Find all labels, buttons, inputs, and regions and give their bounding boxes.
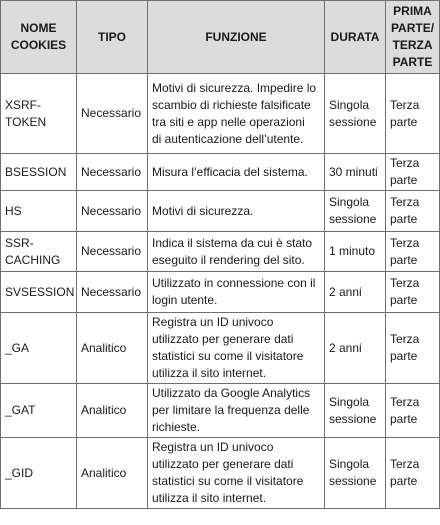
cell-funzione [148, 154, 325, 191]
cell-parte [386, 232, 440, 272]
cell-text: Terza [390, 97, 420, 112]
cell-nome [1, 384, 77, 438]
cell-text: per limitare la frequenza delle [152, 403, 310, 417]
cell-text: Motivi di sicurezza. [152, 203, 254, 218]
cell-parte [386, 191, 440, 232]
cell-text: Terza [390, 276, 420, 290]
cell-text: parte [390, 252, 418, 267]
table-row [1, 384, 440, 438]
cell-funzione [148, 438, 325, 509]
header-text: FUNZIONE [205, 29, 267, 44]
cell-text: utilizzato per generare dati [152, 457, 294, 471]
cell-text: parte [390, 212, 418, 226]
cell-text: Singola [329, 457, 370, 471]
cell-text: statistici su come il visitatore [152, 474, 304, 488]
cell-text: _GA [5, 340, 30, 355]
cell-text: Necessario [81, 164, 142, 179]
cell-text: scambio di richieste falsificate [152, 97, 311, 112]
cell-text: Analitico [81, 403, 127, 417]
cell-tipo [77, 74, 148, 154]
cell-text: login utente. [152, 293, 218, 307]
cell-text: parte [390, 349, 418, 363]
cell-text: Registra un ID univoco [152, 440, 274, 454]
cell-parte [386, 384, 440, 438]
cell-text: _GID [5, 465, 34, 480]
cell-text: Terza [390, 457, 420, 471]
cell-text: statistici su come il visitatore [152, 349, 304, 363]
table-row [1, 191, 440, 232]
cell-tipo [77, 313, 148, 384]
cell-text: sessione [329, 411, 377, 426]
cell-nome [1, 232, 77, 272]
cell-durata [325, 438, 386, 509]
cell-text: parte [390, 173, 418, 187]
cell-text: utilizzato per generare dati [152, 332, 294, 346]
cell-text: sessione [329, 114, 377, 129]
cell-text: Terza [390, 235, 420, 250]
cell-tipo [77, 154, 148, 191]
cell-durata [325, 384, 386, 438]
cell-tipo [77, 232, 148, 272]
cell-text: Utilizzato in connessione con il [152, 276, 316, 290]
header-durata [325, 1, 386, 74]
cell-text: parte [390, 293, 418, 307]
cell-funzione [148, 272, 325, 313]
cell-text: Singola [329, 97, 370, 112]
cell-text: 30 minuti [329, 164, 378, 179]
cell-text: 2 anni [329, 284, 362, 299]
cell-funzione [148, 191, 325, 232]
header-row [1, 1, 440, 74]
cell-text: Necessario [81, 244, 142, 258]
cell-text: Necessario [81, 203, 142, 218]
cell-text: TOKEN [5, 114, 47, 129]
cell-durata [325, 232, 386, 272]
cell-text: Motivi di sicurezza. Impedire lo [152, 80, 317, 95]
table-row [1, 232, 440, 272]
cell-tipo [77, 384, 148, 438]
header-text: PARTE [392, 55, 433, 69]
cell-text: BSESSION [5, 164, 67, 179]
table-row [1, 313, 440, 384]
cell-text: Terza [390, 332, 420, 346]
cell-text: Analitico [81, 465, 127, 480]
cell-nome [1, 313, 77, 384]
header-nome-cookies [1, 1, 77, 74]
cell-nome [1, 154, 77, 191]
cell-parte [386, 272, 440, 313]
cell-text: Misura l’efficacia del sistema. [152, 164, 308, 179]
table-row [1, 272, 440, 313]
cell-durata [325, 272, 386, 313]
cell-text: richieste. [152, 420, 201, 434]
cell-text: Singola [329, 195, 370, 209]
cell-durata [325, 313, 386, 384]
cell-text: di autenticazione dell’utente. [152, 131, 304, 146]
cell-text: Utilizzato da Google Analytics [152, 386, 311, 400]
cell-tipo [77, 272, 148, 313]
cell-text: Analitico [81, 340, 127, 355]
header-text: PARTE/ [390, 21, 435, 35]
cell-parte [386, 154, 440, 191]
cell-nome [1, 438, 77, 509]
cell-text: CACHING [5, 252, 61, 267]
cell-text: sessione [329, 212, 377, 226]
cell-durata [325, 191, 386, 232]
header-text: DURATA [330, 29, 380, 44]
cell-parte [386, 313, 440, 384]
cell-text: Registra un ID univoco [152, 315, 274, 329]
cell-text: parte [390, 411, 418, 426]
cell-tipo [77, 438, 148, 509]
cell-text: parte [390, 114, 418, 129]
cell-text: HS [5, 203, 22, 218]
cell-durata [325, 154, 386, 191]
cell-text: utilizza il sito internet. [152, 491, 267, 505]
cell-text: parte [390, 474, 418, 488]
cell-text: sessione [329, 474, 377, 488]
cell-tipo [77, 191, 148, 232]
cell-text: tra siti e app nelle operazioni [152, 114, 305, 129]
cell-funzione [148, 384, 325, 438]
cell-nome [1, 272, 77, 313]
cell-text: Terza [390, 195, 420, 209]
header-text: TERZA [392, 38, 433, 52]
header-text: NOME [20, 21, 57, 35]
cell-text: SVSESSION [5, 284, 75, 299]
header-tipo [77, 1, 148, 74]
table-row [1, 74, 440, 154]
header-text: TIPO [97, 29, 126, 44]
cell-text: Terza [390, 156, 420, 170]
cell-text: Necessario [81, 284, 142, 299]
cell-nome [1, 191, 77, 232]
header-parte [386, 1, 440, 74]
header-text: PRIMA [393, 4, 432, 18]
cell-text: XSRF- [5, 97, 41, 112]
table-row [1, 438, 440, 509]
cell-text: _GAT [5, 403, 36, 417]
cell-funzione [148, 313, 325, 384]
header-text: COOKIES [10, 38, 67, 52]
cell-durata [325, 74, 386, 154]
cell-parte [386, 438, 440, 509]
cell-text: Indica il sistema da cui è stato [152, 235, 313, 250]
cell-text: 1 minuto [329, 244, 376, 258]
cell-nome [1, 74, 77, 154]
cell-text: 2 anni [329, 340, 362, 355]
cell-text: Terza [390, 394, 420, 409]
cell-funzione [148, 74, 325, 154]
cell-text: Singola [329, 394, 370, 409]
header-funzione [148, 1, 325, 74]
cell-funzione [148, 232, 325, 272]
cell-text: Necessario [81, 106, 142, 120]
cell-text: utilizza il sito internet. [152, 366, 267, 380]
cell-text: SSR- [5, 235, 34, 250]
cell-parte [386, 74, 440, 154]
cell-text: eseguito il rendering del sito. [152, 252, 305, 267]
table-row [1, 154, 440, 191]
